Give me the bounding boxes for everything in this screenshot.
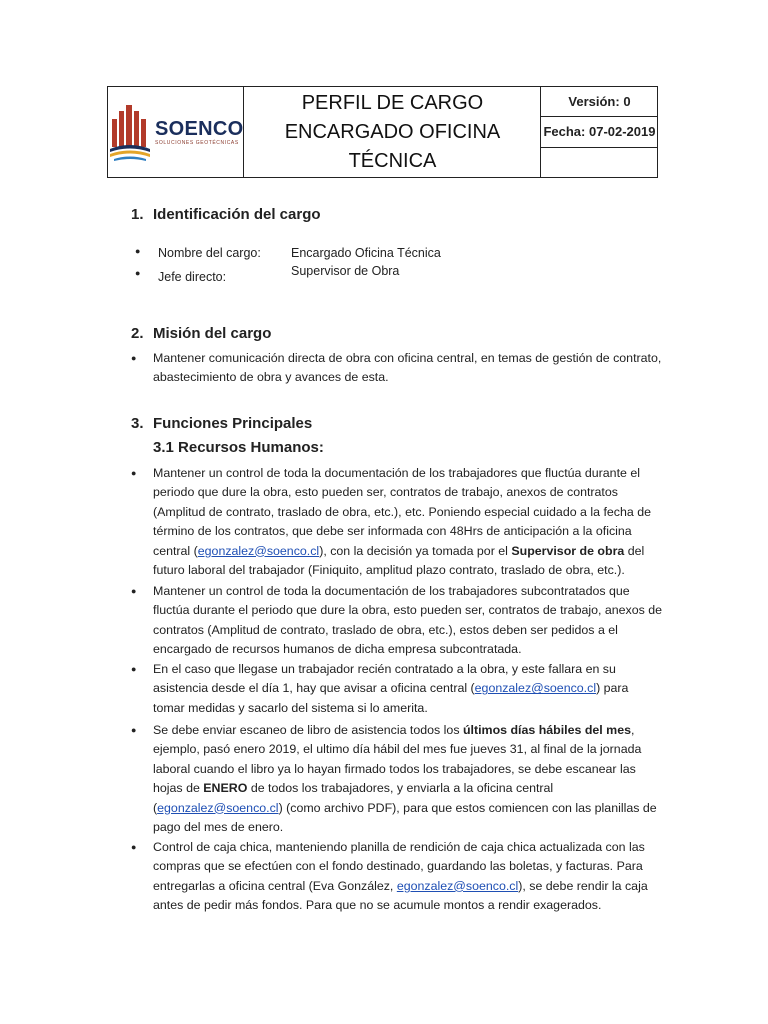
section-2-heading (131, 325, 271, 342)
email-link[interactable]: egonzalez@soenco.cl (157, 800, 279, 815)
date-cell: Fecha: 07-02-2019 (541, 117, 658, 147)
email-link[interactable]: egonzalez@soenco.cl (396, 878, 519, 893)
bullet-icon: ● (131, 842, 137, 852)
logo-cell (108, 87, 244, 178)
document-header-table (107, 86, 658, 178)
bullet-icon: ● (131, 353, 137, 363)
document-subtitle: ENCARGADO OFICINA TÉCNICA (284, 120, 501, 172)
function-item-3: ● En el caso que llegase un trabajador recién contratado a la obra, y este fallara en su asistencia desde el día 1, hay que avisar a oficina central (egonzalez@soenco.cl) para tomar medidas y sacarlo del sistema si lo amerita. (131, 662, 629, 715)
section-number: 2. (131, 325, 144, 342)
document-title-cell (244, 87, 541, 178)
ident-label: Nombre del cargo: (158, 246, 261, 260)
subsection-heading: 3.1 Recursos Humanos: (153, 439, 324, 456)
function-item-4: ● Se debe enviar escaneo de libro de asistencia todos los últimos días hábiles del mes, ejemplo, pasó enero 2019, el ultimo día hábil del mes fue jueves 31, al final de la jornada laboral cuando el libro ya lo hayan firmado todos los trabajadores, se debe escanear las hojas de ENERO de todos los trabajadores, y enviarla a la oficina central (egonzalez@soenco.cl) (como archivo PDF), para que estos comiencen con las planillas de pago del mes de enero. (131, 723, 657, 835)
section-number: 3. (131, 415, 144, 432)
logo-wordmark: SOENCO (155, 117, 244, 140)
mission-text: ● Mantener comunicación directa de obra con oficina central, en temas de gestión de contrato, abastecimiento de obra y avances de esta. (131, 351, 662, 385)
section-title: Misión del cargo (153, 325, 272, 342)
function-item-2: ● Mantener un control de toda la documentación de los trabajadores subcontratados que fluctúa durante el periodo que dure la obra, esto pueden ser, contratos de trabajo, anexos de contratos (Amplitud de contrato, traslado de obra, etc.), estos deben ser pedidos a el encargado de recursos humanos de dicha empresa subcontratada. (131, 584, 663, 657)
bullet-icon: ● (135, 268, 141, 278)
section-1-heading (131, 206, 321, 223)
company-logo (108, 101, 243, 163)
function-item-1: ● Mantener un control de toda la documentación de los trabajadores que fluctúa durante el periodo que dure la obra, esto pueden ser, contratos de trabajo, anexos de contratos (Amplitud de contrato, traslado de obra, etc.), etc. Poniendo especial cuidado a la fecha de término de los contratos, que debe ser informada con 48Hrs de anticipación a la oficina central (egonzalez@soenco.cl), con la decisión ya tomada por el Supervisor de obra del futuro laboral del trabajador (Finiquito, amplitud plazo contrato, traslado de obra, etc.). (131, 466, 651, 578)
ident-value: Encargado Oficina Técnica (291, 246, 441, 260)
section-number: 1. (131, 206, 144, 223)
bullet-icon: ● (131, 664, 137, 674)
document-title: PERFIL DE CARGO (301, 91, 484, 114)
building-logo-icon (108, 101, 152, 163)
function-item-5: ● Control de caja chica, manteniendo planilla de rendición de caja chica actualizada con las compras que se efectúen con el fondo destinado, guardando las boletas, y facturas. Para entregarlas a oficina central (Eva González, egonzalez@soenco.cl), se debe rendir la caja antes de pedir más fondos. Para que no se acumule montos a rendir exagerados. (131, 840, 648, 913)
section-3-heading (131, 415, 312, 432)
bullet-icon: ● (131, 586, 137, 596)
ident-label: Jefe directo: (158, 270, 227, 284)
bullet-icon: ● (135, 246, 141, 256)
email-link[interactable]: egonzalez@soenco.cl (197, 543, 320, 558)
bullet-icon: ● (131, 725, 137, 735)
ident-value: Supervisor de Obra (291, 264, 400, 278)
bullet-icon: ● (131, 468, 137, 478)
section-title: Funciones Principales (153, 415, 313, 432)
logo-subtitle: SOLUCIONES GEOTÉCNICAS (155, 139, 239, 146)
section-title: Identificación del cargo (153, 206, 321, 223)
empty-meta-cell (541, 147, 658, 177)
version-cell: Versión: 0 (541, 87, 658, 117)
email-link[interactable]: egonzalez@soenco.cl (474, 681, 597, 696)
